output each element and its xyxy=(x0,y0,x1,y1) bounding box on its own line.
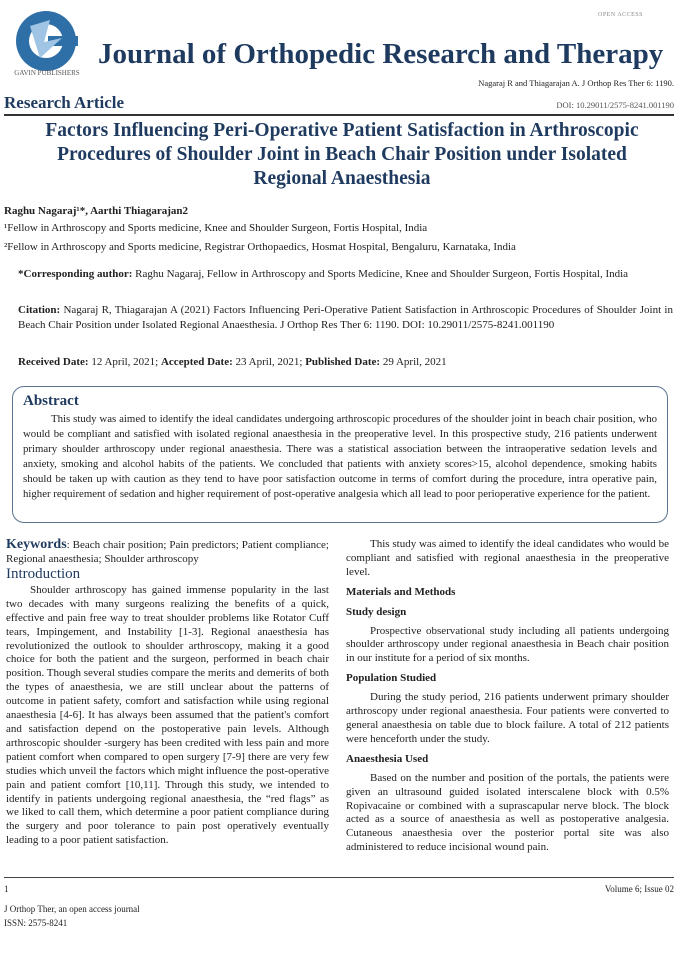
introduction-text: Shoulder arthroscopy has gained immense popularity in the last two decades with many surgeons realizing the benefits of a quick, effective and pain free way to treat shoulder problems like Rotator Cuff tears, Impingement, and Instability [1-3]. Regional anaesthesia has revolutionized the outlook to shoulder arthroscopy, making it a good choice for both the patient and the surgeon, performed in beach chair position. Though several studies compare the merits and demerits of both the types of anaesthesia, we are still unclear about the patterns of outcome in patient safety, comfort and satisfaction while using regional anaesthesia [4-6]. It has always been assumed that the patient's comfort and satisfaction depend on the postoperative pain levels. Although arthroscopic shoulder -surgery has been credited with less pain and more patient comfort when compared to open surgery [7-9] there are very few studies which unveil the factors which might influence the post-operative pain and patient comfort [10,11]. Through this study, we intended to identify in patients undergoing regional anaesthesia, the “red flags” as we liked to call them, which determine a poor patient compliance during the surgery and poor tolerance to pain post operatively eventually leading to a poor patient satisfaction. xyxy=(6,583,329,847)
left-column xyxy=(6,538,329,848)
abstract-heading: Abstract xyxy=(23,393,79,409)
abstract-box xyxy=(12,386,668,523)
published-label: Published Date: xyxy=(305,356,381,368)
corresponding-author xyxy=(18,267,673,282)
open-access-badge: OPEN ACCESS xyxy=(598,12,644,18)
right-column xyxy=(346,538,669,855)
keywords xyxy=(6,538,329,566)
article-type: Research Article xyxy=(4,93,125,112)
population-heading: Population Studied xyxy=(346,672,437,685)
keywords-label: Keywords xyxy=(6,537,67,552)
journal-title: Journal of Orthopedic Research and Therapy xyxy=(98,38,664,70)
affiliation-1: ¹Fellow in Arthroscopy and Sports medicine, Knee and Shoulder Surgeon, Fortis Hospital, India xyxy=(4,222,428,234)
article-title xyxy=(0,119,684,191)
affiliation-2: ²Fellow in Arthroscopy and Sports medicine, Registrar Orthopaedics, Hosmat Hospital, Bengaluru, Karnataka, India xyxy=(4,241,516,253)
accepted-label: Accepted Date: xyxy=(160,356,233,368)
footer-divider xyxy=(4,877,674,878)
introduction-heading: Introduction xyxy=(6,566,81,582)
citation-label: Citation: xyxy=(18,304,61,316)
header-divider xyxy=(4,114,674,116)
study-design-heading: Study design xyxy=(346,605,407,618)
authors: Raghu Nagaraj¹*, Aarthi Thiagarajan2 xyxy=(4,205,188,217)
keywords-text: : Beach chair position; Pain predictors; Patient compliance; Regional anaesthesia; Shoulder arthroscopy xyxy=(6,539,329,565)
published-date: 29 April, 2021 xyxy=(380,356,447,368)
materials-methods-heading: Materials and Methods xyxy=(346,585,456,598)
anaesthesia-heading: Anaesthesia Used xyxy=(346,752,429,765)
anaesthesia-text: Based on the number and position of the portals, the patients were given an ultrasound guided isolated interscalene block with 0.5% Ropivacaine or combined with a suprascapular nerve block. The block acted as a source of anaesthesia as well as postoperative analgesia. Cutaneous anaesthesia over the posterior portal site was also administered to reduce incisional wound pain. xyxy=(346,771,669,854)
population-text: During the study period, 216 patients underwent primary shoulder arthroscopy under regional anaesthesia. Four patients were converted to general anaesthesia on table due to block failure. A total of 212 patients were henceforth under the study. xyxy=(346,691,669,745)
study-design-text: Prospective observational study including all patients undergoing shoulder arthroscopy under regional anaesthesia in Beach chair position in our institute for a period of six months. xyxy=(346,624,669,665)
aim-text: This study was aimed to identify the ideal candidates who would be compliant and satisfied with regional anaesthesia in the preoperative level. xyxy=(346,538,669,578)
corresponding-label: *Corresponding author: xyxy=(18,268,133,280)
received-date: 12 April, 2021; xyxy=(88,356,161,368)
issn: ISSN: 2575-8241 xyxy=(4,918,68,928)
citation-text: Nagaraj R, Thiagarajan A (2021) Factors Influencing Peri-Operative Patient Satisfaction in Arthroscopic Procedures of Shoulder Joint in Beach Chair Position under Isolated Regional Anaesthesia. J Orthop Res Ther 6: 1190. DOI: 10.29011/2575-8241.001190 xyxy=(18,304,673,331)
short-citation: Nagaraj R and Thiagarajan A. J Orthop Res Ther 6: 1190. xyxy=(478,78,674,88)
received-label: Received Date: xyxy=(18,356,89,368)
accepted-date: 23 April, 2021; xyxy=(232,356,306,368)
publisher-name: GAVIN PUBLISHERS xyxy=(14,69,80,77)
volume-issue: Volume 6; Issue 02 xyxy=(604,884,674,894)
corresponding-text: Raghu Nagaraj, Fellow in Arthroscopy and Sports Medicine, Knee and Shoulder Surgeon, Fortis Hospital, India xyxy=(132,268,629,280)
citation xyxy=(18,303,673,333)
footer-journal: J Orthop Ther, an open access journal xyxy=(4,904,140,914)
dates xyxy=(18,355,673,370)
article-title-text: Factors Influencing Peri-Operative Patient Satisfaction in Arthroscopic Procedures of Shoulder Joint in Beach Chair Position under Isolated Regional Anaesthesia xyxy=(45,120,639,189)
doi[interactable]: DOI: 10.29011/2575-8241.001190 xyxy=(556,100,674,110)
page-number: 1 xyxy=(4,884,9,894)
abstract-text: This study was aimed to identify the ideal candidates undergoing arthroscopic procedures of the shoulder joint in beach chair position, who would be compliant and satisfied with isolated regional anaesthesia in the preoperative level. In this prospective study, 216 patients underwent primary shoulder arthroscopy under regional anaesthesia. There was a statistical association between the intraoperative sedation levels and anxiety, smoking and alcohol habits of the patients. We concluded that patients with anxiety scores>15, alcohol dependence, smoking habits should be taken up with caution as they tend to have poor satisfaction outcome in terms of comfort during the procedure, intra operative pain, higher requirement of sedation and higher requirement of post-operative analgesia which all lead to poor perioperative experience for the patient. xyxy=(23,413,657,500)
